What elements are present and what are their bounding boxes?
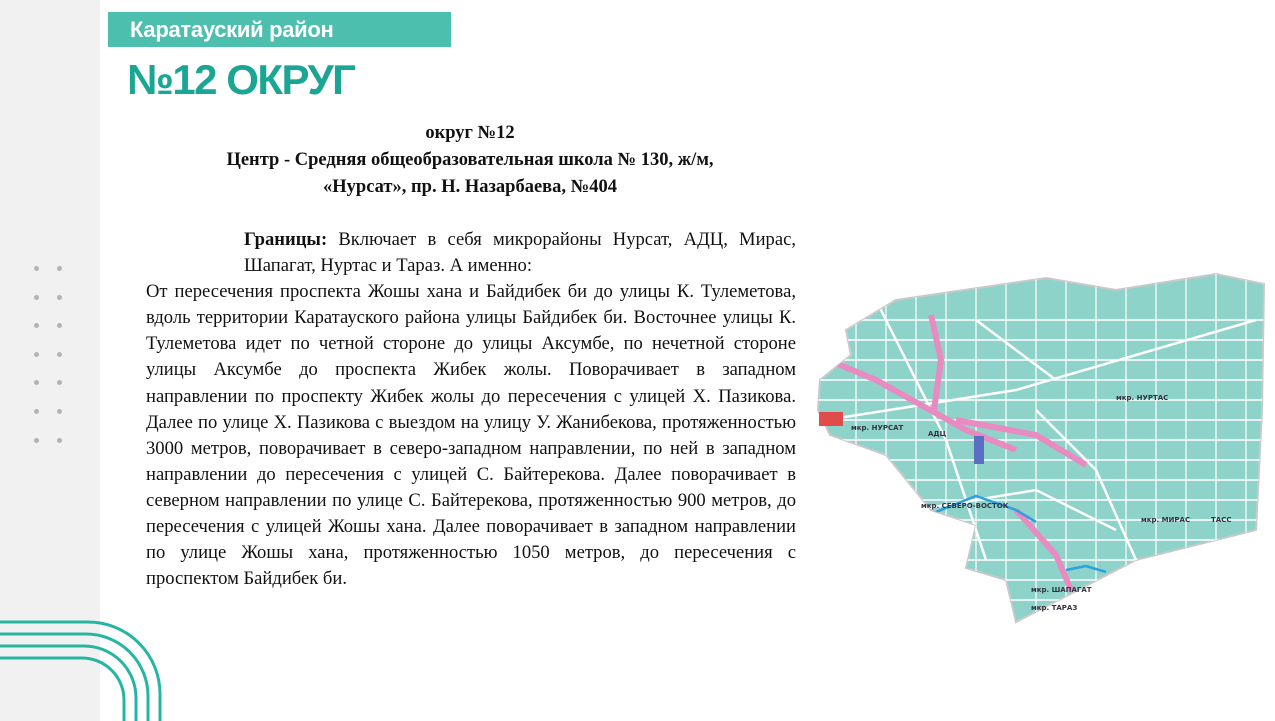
- boundaries-description: [146, 227, 796, 592]
- map-label-shapagat: мкр. ШАПАГАТ: [1031, 586, 1092, 594]
- map-school-icon: [974, 436, 984, 464]
- heading-line-3: «Нурсат», пр. Н. Назарбаева, №404: [323, 177, 617, 197]
- map-label-tass: ТАСС: [1211, 516, 1232, 524]
- map-label-mirás: мкр. МИРАС: [1141, 516, 1191, 524]
- district-map: [816, 260, 1266, 640]
- map-label-severo-vostok: мкр. СЕВЕРО-ВОСТОК: [921, 502, 1009, 510]
- heading-line-1: округ №12: [425, 123, 515, 143]
- concentric-arcs-icon: [0, 600, 200, 721]
- district-title: №12 ОКРУГ: [127, 56, 355, 103]
- map-label-nursat: мкр. НУРСАТ: [851, 424, 904, 432]
- heading-line-2: Центр - Средняя общеобразовательная школа № 130, ж/м,: [226, 150, 714, 170]
- boundaries-intro: Включает в себя микрорайоны Нурсат, АДЦ, Мирас, Шапагат, Нуртас и Тараз. А именно:: [244, 229, 796, 277]
- map-marker-red: [819, 412, 843, 426]
- map-label-taraz: мкр. ТАРАЗ: [1031, 604, 1078, 612]
- region-banner: Каратауский район: [108, 12, 451, 47]
- boundaries-label: Границы:: [244, 229, 328, 250]
- map-area-shape: [818, 274, 1264, 622]
- map-label-nurtas: мкр. НУРТАС: [1116, 394, 1169, 402]
- district-center-heading: [140, 120, 800, 201]
- dot-grid-icon: [34, 266, 74, 466]
- boundaries-paragraph: От пересечения проспекта Жошы хана и Байдибек би до улицы К. Тулеметова, вдоль территории Каратауского района улицы Байдибек би. Восточнее улицы К. Тулеметова идет по четной стороне до улицы Аксумбе, по нечетной стороне улицы Аксумбе до проспекта Жибек жолы. Поворачивает в западном направлении по проспекту Жибек жолы до пересечения с улицей Х. Пазикова. Далее по улице Х. Пазикова с выездом на улицу У. Жанибекова, протяженностью 3000 метров, поворачивает в северо-западном направлении, по ней в западном направлении до пересечения с улицей С. Байтерекова. Далее поворачивает в северном направлении по улице С. Байтерекова, протяженностью 900 метров, до пересечения с улицей Жошы хана. Далее поворачивает в западном направлении по улице Жошы хана, протяженностью 1050 метров, до пересечения с проспектом Байдибек би.: [146, 281, 796, 590]
- map-label-adc: АДЦ: [928, 430, 947, 438]
- boundaries-intro-paragraph: [146, 227, 796, 279]
